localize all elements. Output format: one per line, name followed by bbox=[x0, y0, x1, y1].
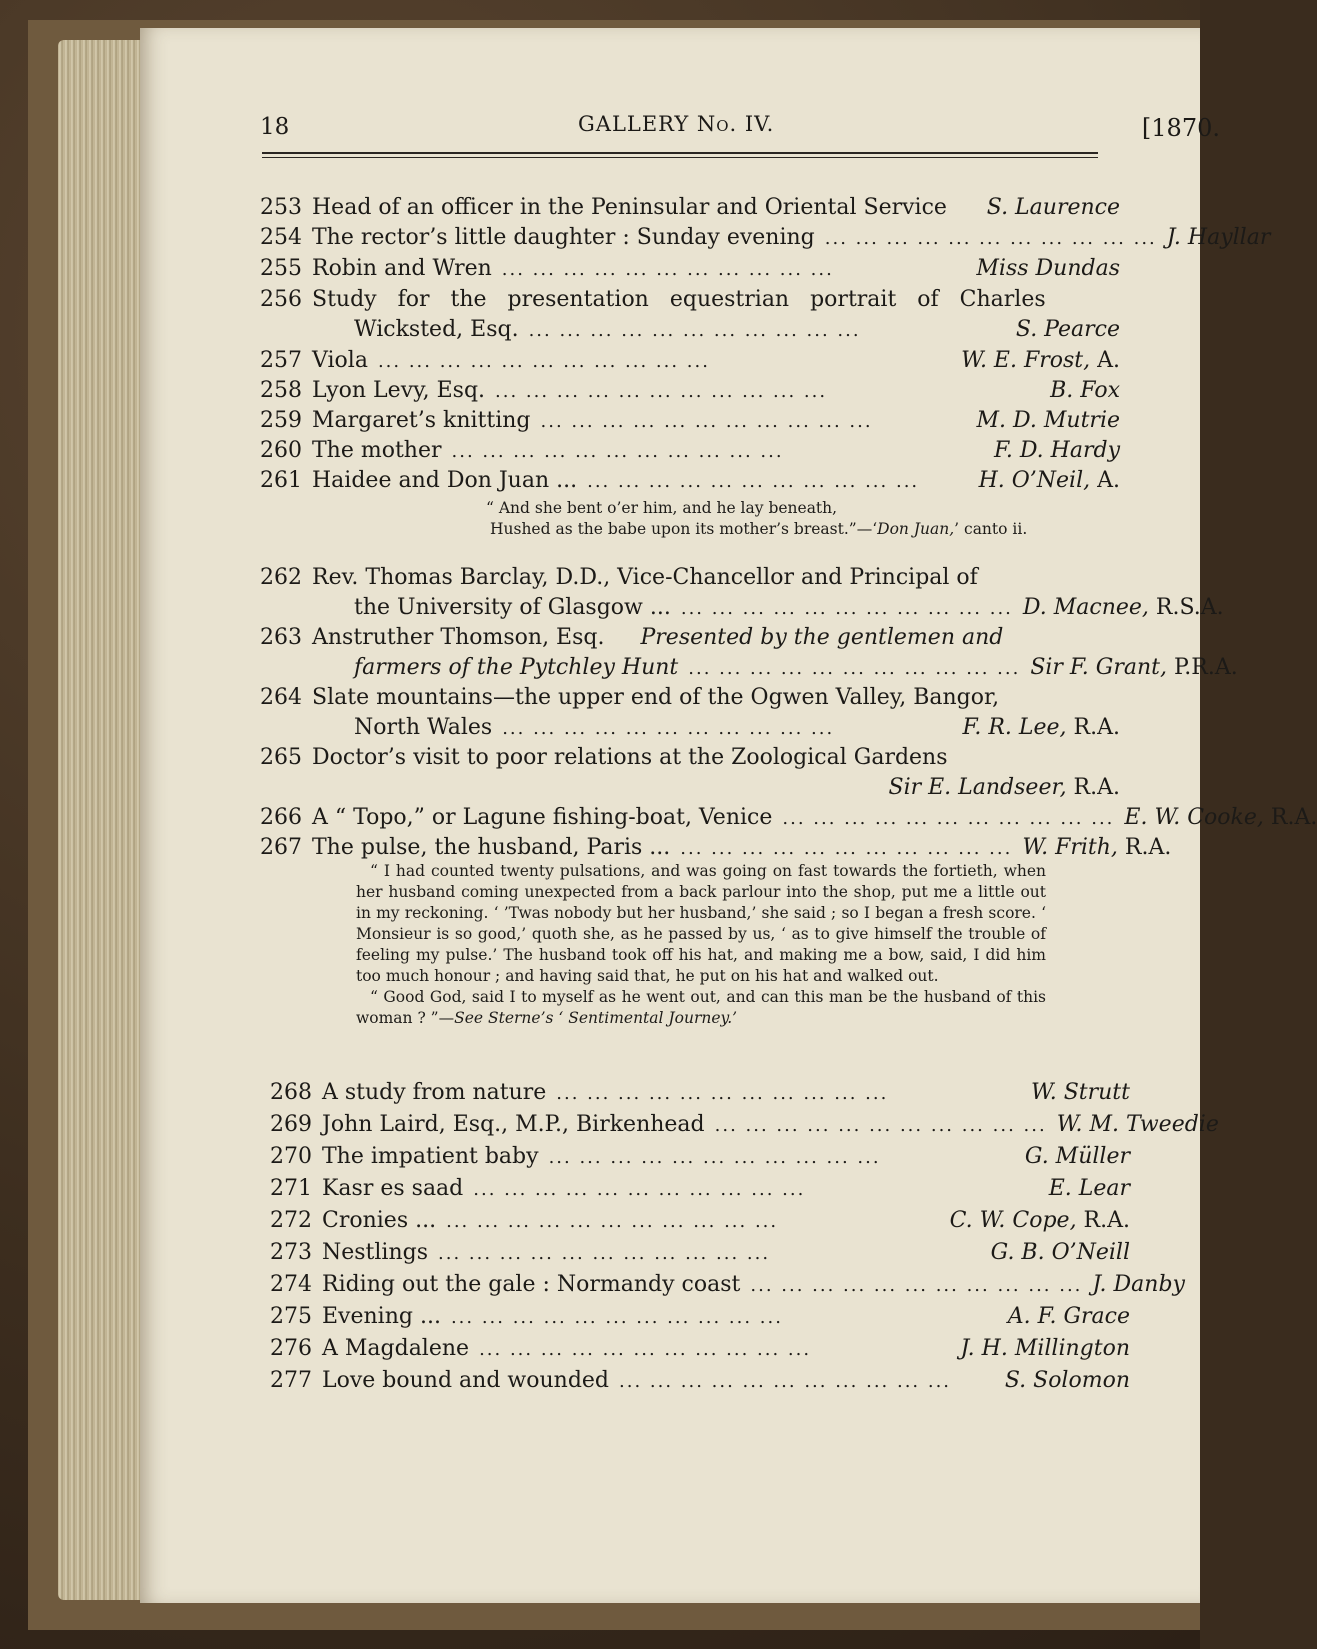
entry-title-continued: North Wales bbox=[354, 715, 493, 740]
entry-title-continued: the University of Glasgow ... bbox=[354, 595, 671, 620]
leader-dots: ... ... ... ... ... ... ... ... ... ... ... bbox=[750, 1275, 1083, 1296]
entry-number: 257 bbox=[260, 348, 302, 373]
entry-artist bbox=[963, 713, 1120, 743]
entry-number: 270 bbox=[270, 1144, 312, 1169]
leader-dots: ... ... ... ... ... ... ... ... ... ... ... bbox=[540, 411, 873, 432]
entry-number: 256 bbox=[260, 287, 302, 312]
leader-dots: ... ... ... ... ... ... ... ... ... ... ... bbox=[619, 1371, 952, 1392]
entry-artist: E. Lear bbox=[1048, 1176, 1130, 1201]
entry-title: Anstruther Thomson, Esq. bbox=[312, 625, 605, 650]
entry-title-continued: farmers of the Pytchley Hunt bbox=[354, 655, 679, 680]
catalogue-entry bbox=[260, 346, 1120, 377]
catalogue-entry bbox=[260, 376, 1120, 407]
entry-number: 276 bbox=[270, 1336, 312, 1361]
entry-title: Robin and Wren bbox=[312, 256, 492, 281]
quote-paragraph: “ I had counted twenty pulsations, and was going on fast towards the fortieth, when her husband coming unexpected from a back parlour into the shop, put me a little out in my reckoning. ‘ ’Twas nobody but her husband,’ she said ; so I began a fresh score. ‘ Monsieur is so good,’ quoth she, as he passed by us, ‘ as to give himself the trouble of feeling my pulse.’ The husband took off his hat, and making me a bow, said, I did him too much honour ; and having said that, he put on his hat and walked out. bbox=[356, 862, 1046, 985]
artist-suffix: P.R.A. bbox=[1166, 655, 1238, 680]
header-rule-thin bbox=[262, 157, 1098, 158]
artist-suffix: A. bbox=[1090, 348, 1120, 373]
artist-suffix: R.A. bbox=[1066, 775, 1120, 800]
year: [1870. bbox=[1141, 114, 1220, 142]
artist-suffix: R.A. bbox=[1076, 1208, 1130, 1233]
entry-artist: G. B. O’Neill bbox=[990, 1240, 1130, 1265]
entry-title: Kasr es saad bbox=[322, 1176, 464, 1201]
entry-title: Study for the presentation equestrian portrait of Charles bbox=[312, 287, 1046, 312]
artist-suffix: R.A. bbox=[1263, 805, 1317, 830]
catalogue-entry bbox=[270, 1078, 1130, 1109]
leader-dots: ... ... ... ... ... ... ... ... ... ... ... bbox=[688, 658, 1021, 679]
entry-number: 267 bbox=[260, 835, 302, 860]
entry-title: Lyon Levy, Esq. bbox=[312, 378, 486, 403]
leader-dots: ... ... ... ... ... ... ... ... ... ... ... bbox=[450, 1307, 783, 1328]
entry-artist: A. F. Grace bbox=[1007, 1304, 1130, 1329]
catalogue-entry bbox=[270, 1142, 1130, 1173]
artist-suffix: R.A. bbox=[1117, 835, 1172, 860]
entry-artist: S. Pearce bbox=[1015, 317, 1120, 342]
entry-title: Margaret’s knitting bbox=[312, 408, 531, 433]
entry-title: John Laird, Esq., M.P., Birkenhead bbox=[322, 1112, 705, 1137]
artist-name: Sir F. Grant, bbox=[1030, 655, 1167, 680]
catalogue-entry bbox=[260, 406, 1120, 437]
entry-title: The pulse, the husband, Paris ... bbox=[312, 835, 671, 860]
catalogue-entry bbox=[260, 254, 1120, 285]
leader-dots: ... ... ... ... ... ... ... ... ... ... ... bbox=[556, 1083, 889, 1104]
entry-artist bbox=[1030, 653, 1237, 683]
entry-number: 261 bbox=[260, 468, 302, 493]
catalogue-entry bbox=[270, 1238, 1130, 1269]
entry-artist bbox=[950, 1206, 1130, 1236]
leader-dots: ... ... ... ... ... ... ... ... ... ... ... bbox=[377, 351, 710, 372]
entry-title: The rector’s little daughter : Sunday evening bbox=[312, 225, 815, 250]
catalogue-entry bbox=[260, 285, 1120, 345]
entry-title: Nestlings bbox=[322, 1240, 429, 1265]
leader-dots: ... ... ... ... ... ... ... ... ... ... ... bbox=[495, 381, 828, 402]
quotation-don-juan bbox=[486, 498, 1086, 540]
entry-artist bbox=[979, 466, 1120, 496]
catalogue-entry bbox=[270, 1110, 1219, 1141]
catalogue-entry bbox=[260, 833, 1172, 864]
book-page bbox=[140, 28, 1317, 1603]
leader-dots: ... ... ... ... ... ... ... ... ... ... ... bbox=[438, 1243, 771, 1264]
leader-dots: ... ... ... ... ... ... ... ... ... ... ... bbox=[587, 471, 920, 492]
catalogue-entry bbox=[260, 563, 1224, 623]
leader-dots: ... ... ... ... ... ... ... ... ... ... ... bbox=[473, 1179, 806, 1200]
catalogue-entry bbox=[270, 1206, 1130, 1237]
artist-name: H. O’Neil, bbox=[978, 468, 1091, 493]
entry-number: 258 bbox=[260, 378, 302, 403]
entry-number: 275 bbox=[270, 1304, 312, 1329]
entry-title: Head of an officer in the Peninsular and Oriental Service bbox=[312, 195, 947, 220]
entry-artist: J. H. Millington bbox=[960, 1336, 1130, 1361]
catalogue-entry bbox=[270, 1174, 1130, 1205]
quote-source: Don Juan, bbox=[877, 520, 955, 538]
leader-dots: ... ... ... ... ... ... ... ... ... ... ... bbox=[501, 259, 834, 280]
catalogue-entry bbox=[270, 1366, 1130, 1397]
entry-artist bbox=[961, 346, 1120, 376]
entry-number: 269 bbox=[270, 1112, 312, 1137]
entry-number: 263 bbox=[260, 625, 302, 650]
page-number: 18 bbox=[260, 114, 290, 140]
quote-source-end: ’ canto ii. bbox=[954, 520, 1028, 538]
catalogue-entry bbox=[260, 683, 1120, 743]
entry-artist: S. Laurence bbox=[986, 195, 1120, 220]
entry-artist: S. Solomon bbox=[1004, 1368, 1130, 1393]
entry-number: 268 bbox=[270, 1080, 312, 1105]
header-rule bbox=[262, 152, 1098, 154]
artist-suffix: R.A. bbox=[1066, 715, 1120, 740]
entry-title: Slate mountains—the upper end of the Ogwen Valley, Bangor, bbox=[312, 685, 1000, 710]
entry-artist: M. D. Mutrie bbox=[976, 408, 1120, 433]
entry-title: The mother bbox=[312, 438, 442, 463]
artist-name: W. Frith, bbox=[1022, 835, 1118, 860]
leader-dots: ... ... ... ... ... ... ... ... ... ... ... bbox=[451, 441, 784, 462]
catalogue-entry bbox=[260, 466, 1120, 497]
leader-dots: ... ... ... ... ... ... ... ... ... ... ... bbox=[782, 808, 1115, 829]
artist-name: C. W. Cope, bbox=[949, 1208, 1077, 1233]
leader-dots: ... ... ... ... ... ... ... ... ... ... ... bbox=[548, 1147, 881, 1168]
entry-number: 259 bbox=[260, 408, 302, 433]
entry-title: Haidee and Don Juan ... bbox=[312, 468, 578, 493]
entry-title: Viola bbox=[312, 348, 368, 373]
leader-dots: ... ... ... ... ... ... ... ... ... ... ... bbox=[502, 718, 835, 739]
leader-dots: ... ... ... ... ... ... ... ... ... ... ... bbox=[446, 1211, 779, 1232]
entry-title: Doctor’s visit to poor relations at the Zoological Gardens bbox=[312, 745, 948, 770]
entry-artist: W. Strutt bbox=[1030, 1080, 1130, 1105]
quote-text: “ Good God, said I to myself as he went out, and can this man be the husband of this woman ? ”— bbox=[356, 988, 1046, 1027]
entry-title: A study from nature bbox=[322, 1080, 547, 1105]
catalogue-entry bbox=[260, 743, 1120, 803]
entry-number: 253 bbox=[260, 195, 302, 220]
entry-artist: W. M. Tweedie bbox=[1056, 1112, 1219, 1137]
entry-title: A Magdalene bbox=[322, 1336, 470, 1361]
entry-artist: B. Fox bbox=[1050, 378, 1120, 403]
catalogue-entry bbox=[260, 436, 1120, 467]
catalogue-entry bbox=[270, 1334, 1130, 1365]
catalogue-entry bbox=[260, 803, 1317, 834]
artist-name: F. R. Lee, bbox=[962, 715, 1067, 740]
leader-dots: ... ... ... ... ... ... ... ... ... ... ... bbox=[479, 1339, 812, 1360]
page-content bbox=[260, 28, 1317, 1603]
entry-artist bbox=[1124, 803, 1317, 833]
artist-name: W. E. Frost, bbox=[961, 348, 1091, 373]
catalogue-entry bbox=[270, 1270, 1185, 1301]
gallery-title: GALLERY No. IV. bbox=[578, 112, 775, 136]
entry-number: 264 bbox=[260, 685, 302, 710]
leader-dots: ... ... ... ... ... ... ... ... ... ... ... bbox=[714, 1115, 1047, 1136]
quote-text: Hushed as the babe upon its mother’s breast.”—‘ bbox=[490, 520, 878, 538]
entry-number: 274 bbox=[270, 1272, 312, 1297]
entry-title: Riding out the gale : Normandy coast bbox=[322, 1272, 741, 1297]
artist-suffix: A. bbox=[1090, 468, 1120, 493]
entry-artist: Miss Dundas bbox=[976, 256, 1120, 281]
entry-title-italic: Presented by the gentlemen and bbox=[640, 625, 1004, 650]
catalogue-entry bbox=[260, 623, 1238, 683]
entry-title: A “ Topo,” or Lagune fishing-boat, Venice bbox=[312, 805, 773, 830]
leader-dots: ... ... ... ... ... ... ... ... ... ... ... bbox=[680, 838, 1013, 859]
entry-title: Love bound and wounded bbox=[322, 1368, 609, 1393]
quote-paragraph bbox=[356, 987, 1046, 1029]
entry-number: 255 bbox=[260, 256, 302, 281]
leader-dots: ... ... ... ... ... ... ... ... ... ... ... bbox=[528, 320, 861, 341]
quote-line: “ And she bent o’er him, and he lay beneath, bbox=[486, 499, 838, 517]
entry-number: 265 bbox=[260, 745, 302, 770]
entry-artist: G. Müller bbox=[1024, 1144, 1130, 1169]
artist-name: D. Macnee, bbox=[1022, 595, 1149, 620]
entry-title: Cronies ... bbox=[322, 1208, 437, 1233]
entry-number: 271 bbox=[270, 1176, 312, 1201]
entry-artist bbox=[889, 775, 1121, 800]
catalogue-entry bbox=[260, 193, 1120, 223]
leader-dots: ... ... ... ... ... ... ... ... ... ... ... bbox=[824, 228, 1157, 249]
quote-source: See Sterne’s ‘ Sentimental Journey.’ bbox=[454, 1009, 738, 1027]
entry-number: 266 bbox=[260, 805, 302, 830]
catalogue-entry bbox=[260, 223, 1271, 254]
entry-number: 262 bbox=[260, 565, 302, 590]
artist-name: E. W. Cooke, bbox=[1124, 805, 1264, 830]
artist-name: Sir E. Landseer, bbox=[888, 775, 1067, 800]
quote-line bbox=[486, 519, 1086, 540]
entry-artist: J. Hayllar bbox=[1166, 225, 1271, 250]
entry-artist bbox=[1022, 833, 1171, 863]
artist-suffix: R.S.A. bbox=[1148, 595, 1224, 620]
entry-artist bbox=[1023, 593, 1224, 623]
entry-number: 277 bbox=[270, 1368, 312, 1393]
leader-dots: ... ... ... ... ... ... ... ... ... ... ... bbox=[680, 598, 1013, 619]
running-head bbox=[260, 110, 1220, 150]
quotation-sentimental-journey bbox=[356, 861, 1046, 1029]
entry-artist: F. D. Hardy bbox=[994, 438, 1120, 463]
entry-title: The impatient baby bbox=[322, 1144, 539, 1169]
entry-number: 254 bbox=[260, 225, 302, 250]
entry-title: Rev. Thomas Barclay, D.D., Vice-Chancellor and Principal of bbox=[312, 565, 978, 590]
entry-artist: J. Danby bbox=[1092, 1272, 1185, 1297]
entry-number: 260 bbox=[260, 438, 302, 463]
entry-number: 272 bbox=[270, 1208, 312, 1233]
catalogue-entry bbox=[270, 1302, 1130, 1333]
entry-title: Evening ... bbox=[322, 1304, 441, 1329]
entry-title-continued: Wicksted, Esq. bbox=[354, 317, 519, 342]
entry-number: 273 bbox=[270, 1240, 312, 1265]
